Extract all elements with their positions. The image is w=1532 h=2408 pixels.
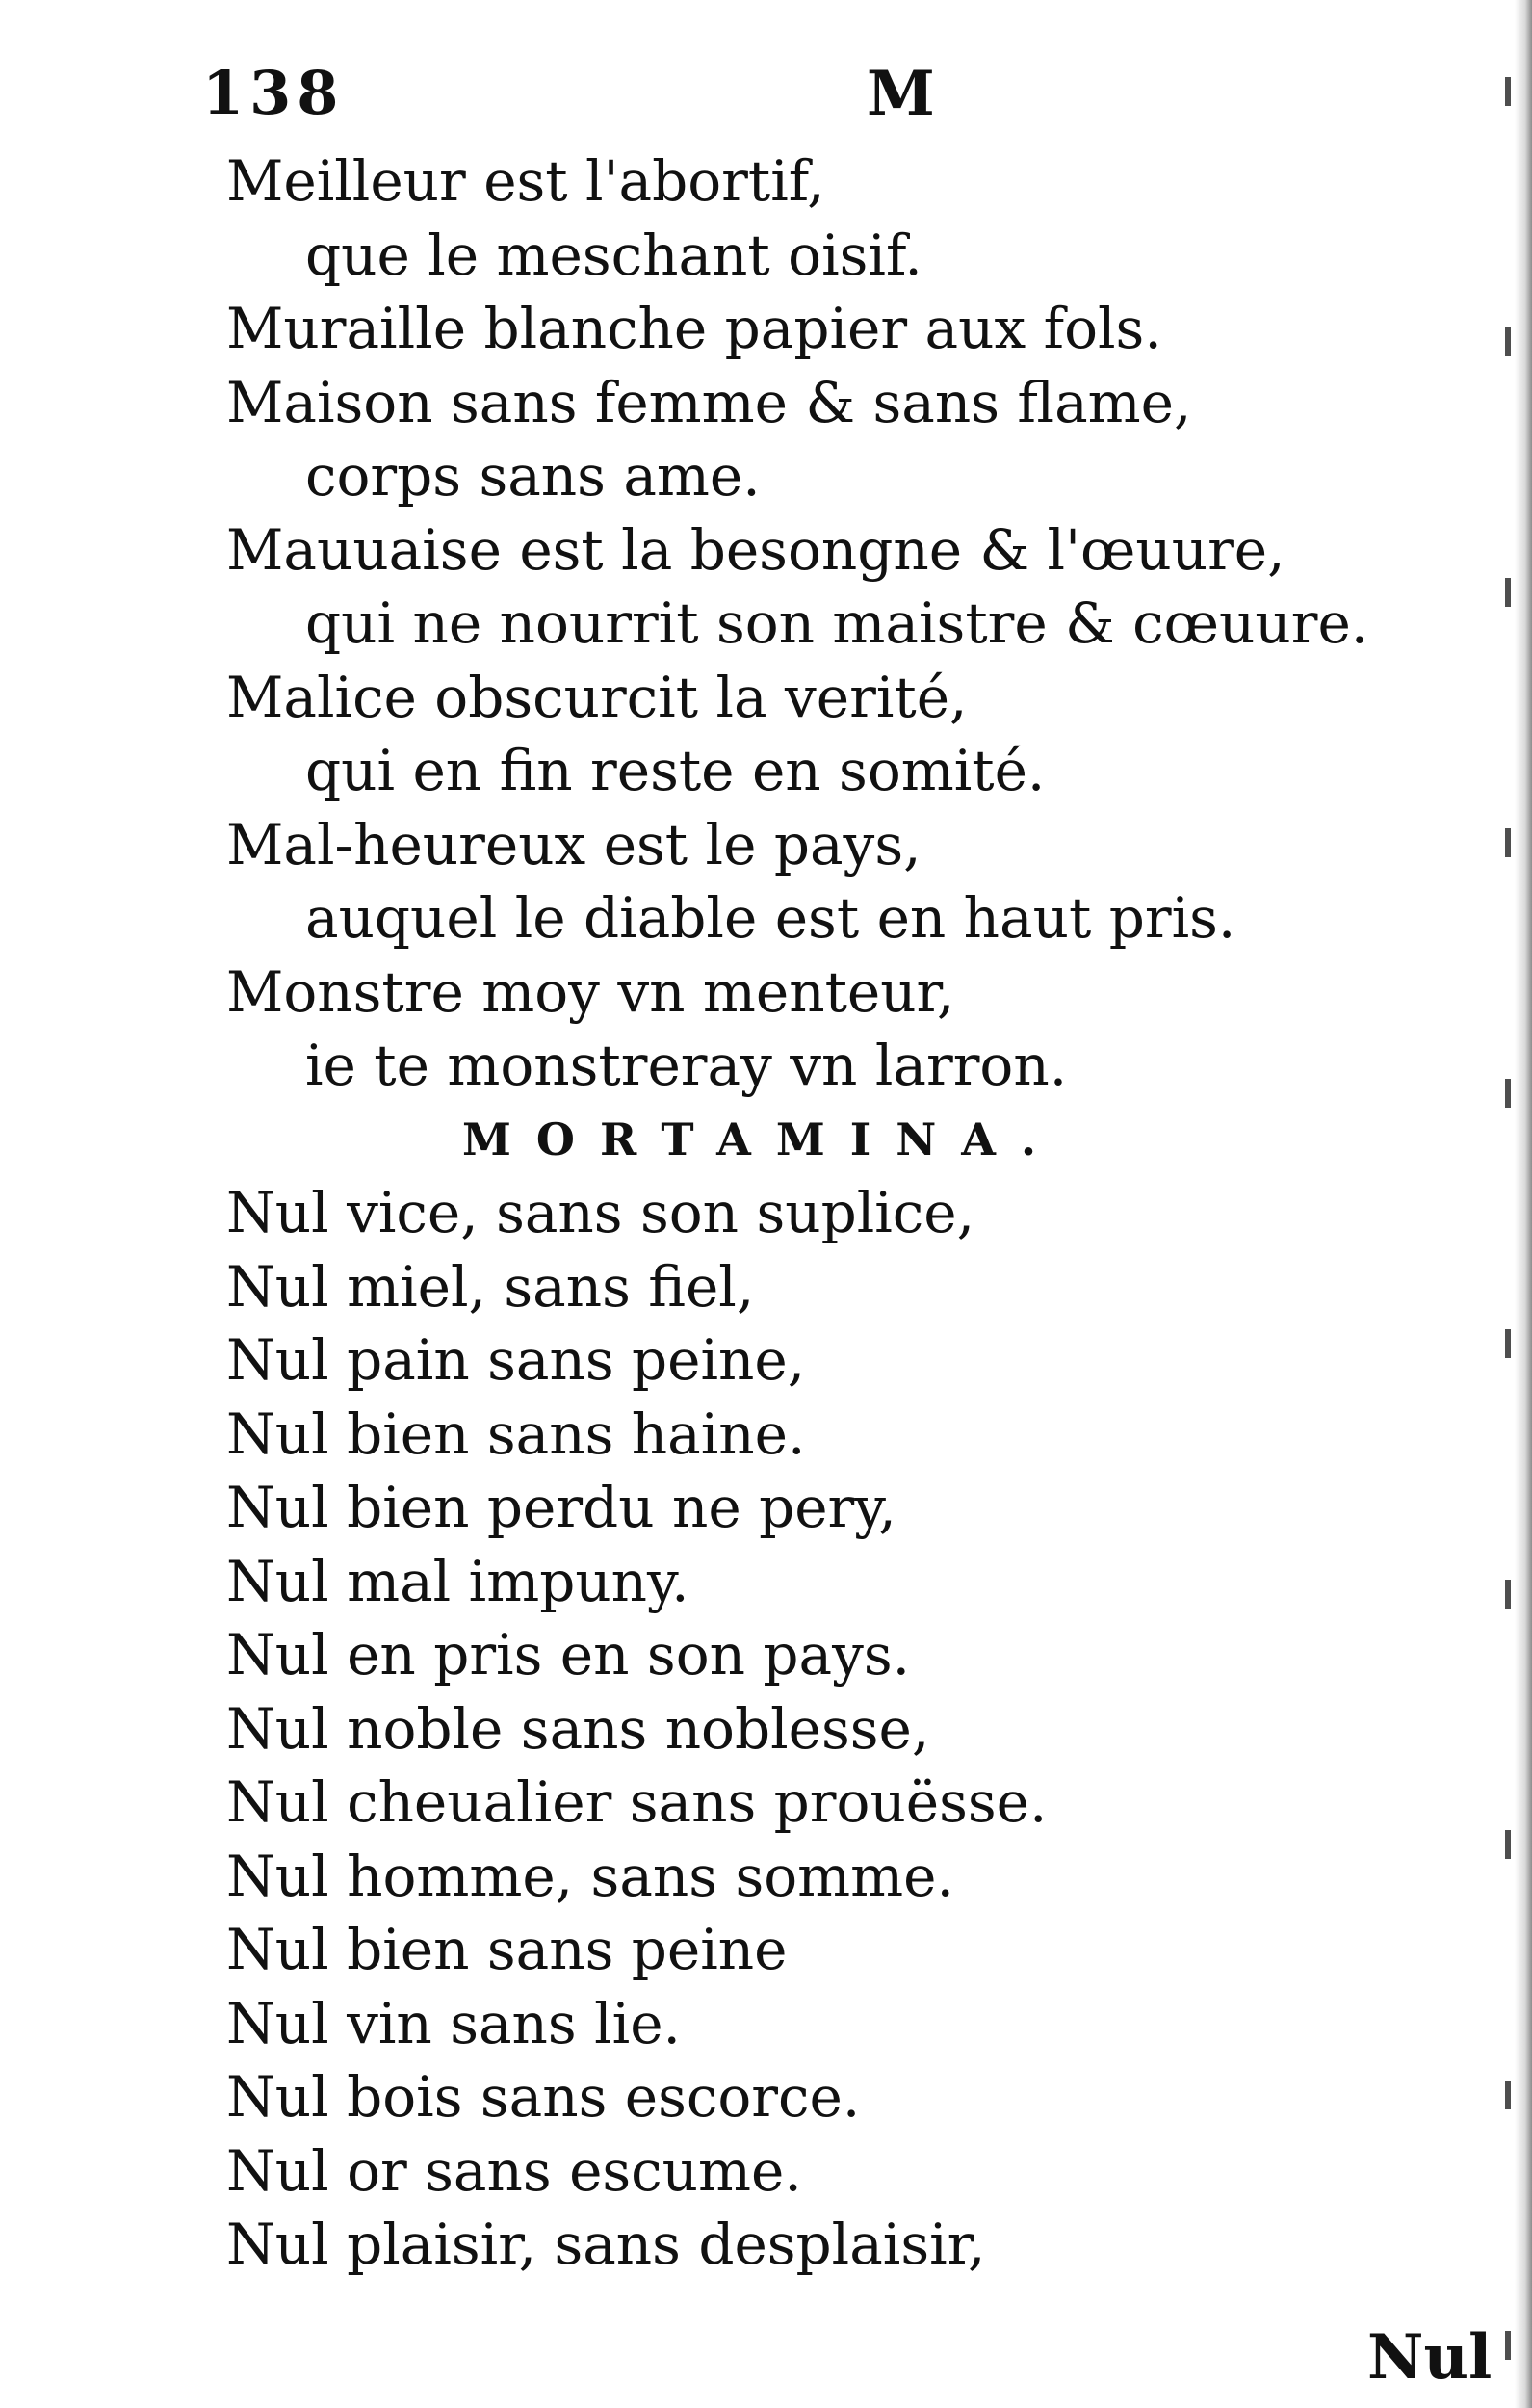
proverb-line: Nul bien perdu ne pery, xyxy=(226,1475,896,1540)
proverb-line: Nul bien sans haine. xyxy=(226,1400,806,1467)
verse-line: Muraille blanche papier aux fols. xyxy=(226,296,1162,361)
section-title: MORTAMINA. xyxy=(462,1112,1062,1165)
text-block xyxy=(226,144,1430,2282)
proverb-line: Nul bien sans peine xyxy=(226,1917,788,1982)
proverb-line: Nul vin sans lie. xyxy=(226,1990,681,2056)
verse-line: corps sans ame. xyxy=(305,443,761,509)
proverb-line: Nul noble sans noblesse, xyxy=(226,1695,930,1762)
page-header xyxy=(202,58,1069,135)
proverb-line: Nul vice, sans son suplice, xyxy=(226,1180,975,1245)
verse-line: Mauuaise est la besongne & l'œuure, xyxy=(226,516,1285,583)
verse-line: Meilleur est l'abortif, xyxy=(226,148,825,214)
verse-line: Monstre moy vn menteur, xyxy=(226,958,955,1025)
proverb-line: Nul cheualier sans prouësse. xyxy=(226,1769,1048,1835)
page-edge-shadow xyxy=(1515,0,1532,2408)
running-head: M xyxy=(867,58,935,130)
verse-line: Malice obscurcit la verité, xyxy=(226,664,968,730)
proverb-line: Nul pain sans peine, xyxy=(226,1327,806,1393)
verse-line: auquel le diable est en haut pris. xyxy=(305,885,1236,951)
proverb-line: Nul plaisir, sans desplaisir, xyxy=(226,2212,986,2277)
page-number: 138 xyxy=(202,58,345,128)
proverb-line: Nul en pris en son pays. xyxy=(226,1622,911,1688)
proverb-line: Nul homme, sans somme. xyxy=(226,1843,954,1909)
verse-line: que le meschant oisif. xyxy=(305,222,922,288)
verse-line: Maison sans femme & sans flame, xyxy=(226,369,1192,435)
verse-line: ie te monstreray vn larron. xyxy=(305,1033,1068,1098)
verse-line: Mal-heureux est le pays, xyxy=(226,811,922,877)
verse-line: qui ne nourrit son maistre & cœuure. xyxy=(305,590,1369,656)
proverb-line: Nul mal impuny. xyxy=(226,1548,689,1614)
proverb-line: Nul bois sans escorce. xyxy=(226,2064,861,2130)
verse-line: qui en fin reste en somité. xyxy=(305,738,1046,803)
bleed-through-marks xyxy=(1505,0,1511,2408)
proverb-line: Nul or sans escume. xyxy=(226,2137,802,2204)
proverb-line: Nul miel, sans fiel, xyxy=(226,1253,755,1320)
catchword: Nul xyxy=(1367,2321,1493,2394)
